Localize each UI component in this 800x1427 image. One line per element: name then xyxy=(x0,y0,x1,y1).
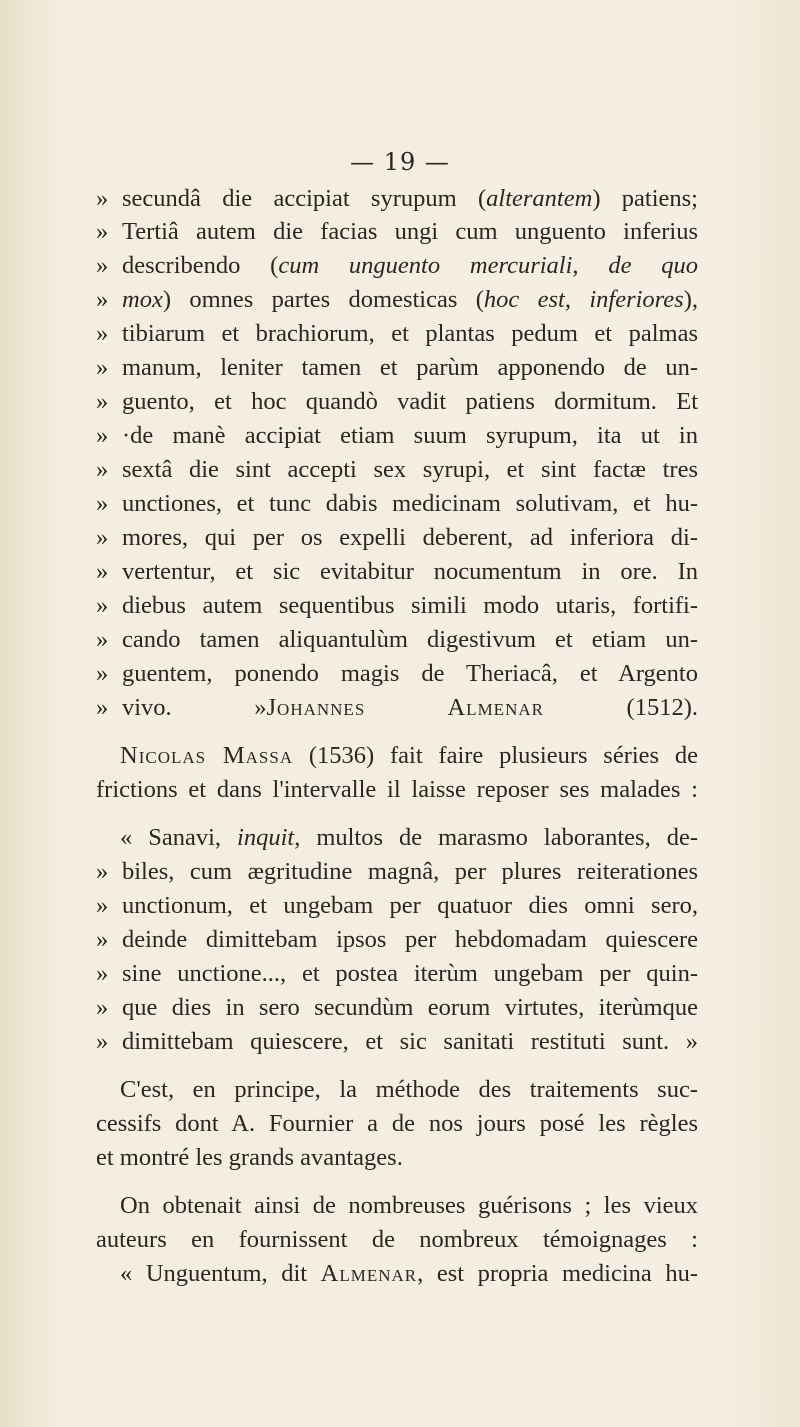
text-line xyxy=(96,560,698,585)
text-run: inferiores xyxy=(589,286,684,313)
text-run: « Unguentum, dit xyxy=(120,1260,321,1287)
text-line xyxy=(120,1194,698,1219)
text-run: , multos de marasmo laborantes, de- xyxy=(294,824,698,851)
text-line xyxy=(96,894,698,919)
text-line xyxy=(96,1228,698,1253)
text-run: On obtenait ainsi de nombreuses guérisons ; les vieux xyxy=(120,1192,698,1219)
text-line xyxy=(96,696,698,721)
text-run: vivo. » xyxy=(122,694,267,721)
text-run: ·de manè accipiat etiam suum syrupum, ita ut in xyxy=(122,422,698,449)
text-line xyxy=(96,288,698,313)
text-run: mox xyxy=(122,286,163,313)
quote-marker: » xyxy=(96,858,109,885)
quote-marker: » xyxy=(96,422,109,449)
text-run: biles, cum ægritudine magnâ, per plures reiterationes xyxy=(122,858,698,885)
text-line xyxy=(96,390,698,415)
text-run: guentem, ponendo magis de Theriacâ, et Argento xyxy=(122,660,698,687)
text-run: , est propria medicina hu- xyxy=(417,1260,698,1287)
text-run: ), xyxy=(683,286,698,313)
text-run: deinde dimittebam ipsos per hebdomadam quiescere xyxy=(122,926,698,953)
text-run: auteurs en fournissent de nombreux témoignages : xyxy=(96,1226,698,1253)
quote-marker: » xyxy=(96,320,109,347)
quote-marker: » xyxy=(96,524,109,551)
text-line xyxy=(96,1112,698,1137)
text-line xyxy=(96,860,698,885)
text-run: hoc est xyxy=(483,286,565,313)
text-run: « Sanavi, xyxy=(120,824,238,851)
quote-marker: » xyxy=(96,185,109,212)
text-line xyxy=(96,662,698,687)
text-run: sextâ die sint accepti sex syrupi, et sint factæ tres xyxy=(122,456,698,483)
text-run: Almenar xyxy=(320,1260,418,1287)
quote-marker: » xyxy=(96,994,109,1021)
quote-marker: » xyxy=(96,1028,109,1055)
text-run: describendo ( xyxy=(122,252,279,279)
text-line xyxy=(96,778,698,803)
text-run: (1512). xyxy=(543,694,698,721)
quote-marker: » xyxy=(96,286,109,313)
text-run: C'est, en principe, la méthode des traitements suc- xyxy=(120,1076,698,1103)
quote-marker: » xyxy=(96,558,109,585)
text-run: Nicolas Massa xyxy=(120,742,294,769)
text-run: diebus autem sequentibus simili modo utaris, fortifi- xyxy=(122,592,698,619)
quote-marker: » xyxy=(96,354,109,381)
text-run: frictions et dans l'intervalle il laisse reposer ses malades : xyxy=(96,776,698,803)
text-line xyxy=(96,996,698,1021)
text-run: unctiones, et tunc dabis medicinam solutivam, et hu- xyxy=(122,490,698,517)
text-line xyxy=(96,356,698,381)
text-run: unctionum, et ungebam per quatuor dies omni sero, xyxy=(122,892,698,919)
text-run: alterantem xyxy=(486,185,593,212)
quote-marker: » xyxy=(96,456,109,483)
text-line xyxy=(96,594,698,619)
text-line xyxy=(96,928,698,953)
text-run: secundâ die accipiat syrupum ( xyxy=(122,185,487,212)
text-line xyxy=(120,1078,698,1103)
text-line xyxy=(96,458,698,483)
text-run: cessifs dont A. Fournier a de nos jours posé les règles xyxy=(96,1110,698,1137)
quote-marker: » xyxy=(96,892,109,919)
text-line xyxy=(96,526,698,551)
text-run: Tertiâ autem die facias ungi cum unguento inferius xyxy=(122,218,698,245)
text-run: , xyxy=(572,252,609,279)
text-run: inquit xyxy=(237,824,295,851)
text-run: (1536) fait faire plusieurs séries de xyxy=(293,742,698,769)
text-line xyxy=(96,220,698,245)
text-run: manum, leniter tamen et parùm apponendo de un- xyxy=(122,354,698,381)
text-run: guento, et hoc quandò vadit patiens dormitum. Et xyxy=(122,388,698,415)
text-line xyxy=(96,628,698,653)
quote-marker: » xyxy=(96,490,109,517)
text-run: Johannes Almenar xyxy=(266,694,544,721)
quote-marker: » xyxy=(96,694,109,721)
text-run: dimittebam quiescere, et sic sanitati restituti sunt. » xyxy=(122,1028,698,1055)
text-run: vertentur, et sic evitabitur nocumentum in ore. In xyxy=(122,558,698,585)
text-run: et montré les grands avantages. xyxy=(96,1144,403,1171)
text-line xyxy=(96,254,698,279)
quote-marker: » xyxy=(96,626,109,653)
quote-marker: » xyxy=(96,660,109,687)
text-run: sine unctione..., et postea iterùm ungebam per quin- xyxy=(122,960,698,987)
text-run: ) omnes partes domesticas ( xyxy=(162,286,484,313)
text-line xyxy=(96,322,698,347)
text-line xyxy=(96,492,698,517)
text-line xyxy=(120,744,698,769)
text-line xyxy=(96,424,698,449)
text-line xyxy=(120,826,698,851)
text-line xyxy=(96,187,698,212)
text-run: , xyxy=(564,286,590,313)
quote-marker: » xyxy=(96,960,109,987)
text-run: de quo xyxy=(608,252,699,279)
text-line xyxy=(96,1030,698,1055)
text-line xyxy=(96,1146,698,1171)
text-line xyxy=(96,962,698,987)
quote-marker: » xyxy=(96,388,109,415)
text-line xyxy=(120,1262,698,1287)
quote-marker: » xyxy=(96,926,109,953)
text-run: mores, qui per os expelli deberent, ad inferiora di- xyxy=(122,524,698,551)
quote-marker: » xyxy=(96,592,109,619)
text-run: tibiarum et brachiorum, et plantas pedum et palmas xyxy=(122,320,698,347)
text-run: ) patiens; xyxy=(592,185,698,212)
quote-marker: » xyxy=(96,252,109,279)
text-run: que dies in sero secundùm eorum virtutes, iterùmque xyxy=(122,994,698,1021)
quote-marker: » xyxy=(96,218,109,245)
page-number: — 19 — xyxy=(350,148,450,176)
text-run: cando tamen aliquantulùm digestivum et etiam un- xyxy=(122,626,698,653)
text-run: cum unguento mercuriali xyxy=(278,252,573,279)
